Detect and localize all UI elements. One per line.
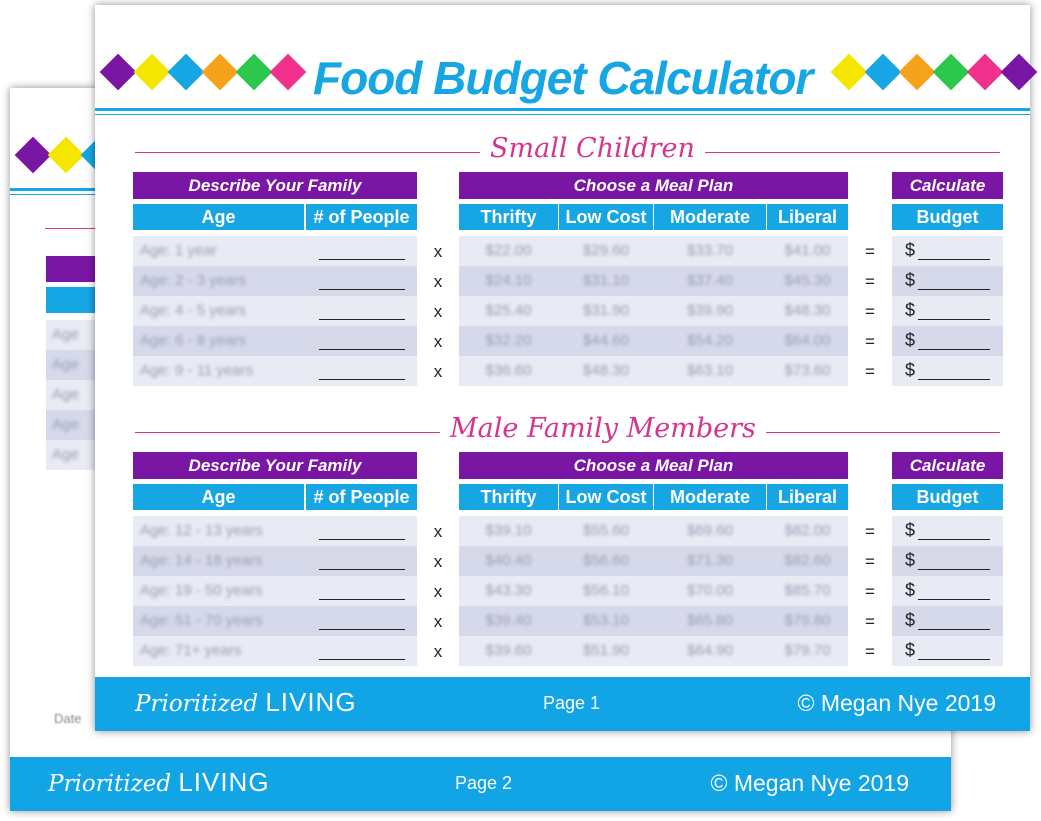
people-column-header: # of People [306, 204, 417, 230]
diamond-icon [168, 54, 205, 91]
copyright: © Megan Nye 2019 [797, 690, 996, 716]
plan-price: $32.20 [485, 332, 532, 349]
age-label: Age: 9 - 11 years [140, 362, 254, 379]
dollar-sign: $ [905, 520, 916, 540]
plan-price: $39.40 [485, 612, 532, 629]
plan-column-header: Low Cost [559, 204, 653, 230]
equals-sign: = [865, 362, 875, 381]
plan-column-header: Liberal [767, 484, 848, 510]
brand-caps: LIVING [265, 687, 357, 717]
dollar-sign: $ [905, 550, 916, 570]
equals-sign: = [865, 242, 875, 261]
plan-price: $54.20 [687, 332, 733, 349]
diamond-icon [1001, 54, 1038, 91]
age-label: Age [52, 446, 79, 463]
plan-price: $31.90 [583, 302, 629, 319]
plan-price: $85.70 [784, 582, 831, 599]
plan-price: $63.10 [687, 362, 733, 379]
budget-input-line[interactable] [918, 539, 990, 540]
age-label: Age: 71+ years [140, 642, 242, 659]
dollar-sign: $ [905, 240, 916, 260]
brand-logo [48, 767, 270, 798]
plan-price: $73.60 [784, 362, 831, 379]
age-column-header: Age [133, 484, 304, 510]
plan-price: $44.60 [583, 332, 629, 349]
people-column-header: # of People [306, 484, 417, 510]
plan-price: $40.40 [485, 552, 532, 569]
diamond-icon [236, 54, 273, 91]
times-sign: x [433, 362, 443, 381]
equals-sign: = [865, 642, 875, 661]
plan-price: $45.30 [784, 272, 831, 289]
plan-price: $64.90 [687, 642, 733, 659]
meal-plan-header: Choose a Meal Plan [459, 172, 848, 199]
plan-price: $36.60 [485, 362, 532, 379]
plan-price: $56.10 [583, 582, 629, 599]
brand-caps: LIVING [178, 767, 270, 797]
plan-price: $51.90 [583, 642, 629, 659]
age-label: Age [52, 326, 79, 343]
plan-column-header: Low Cost [559, 484, 653, 510]
plan-price: $33.70 [687, 242, 733, 259]
diamond-icon [831, 54, 868, 91]
diamond-icon [48, 137, 85, 174]
age-label: Age [52, 416, 79, 433]
page-2-footer [10, 757, 951, 811]
equals-sign: = [865, 552, 875, 571]
dollar-sign: $ [905, 580, 916, 600]
plan-price: $43.30 [485, 582, 532, 599]
calculate-header: Calculate [892, 452, 1003, 479]
plan-price: $55.60 [583, 522, 629, 539]
diamond-icon [100, 54, 137, 91]
page-title: Food Budget Calculator [313, 52, 813, 104]
age-column-header: Age [133, 204, 304, 230]
header-rule-thin [95, 114, 1030, 115]
brand-logo [135, 687, 357, 718]
plan-price: $37.40 [687, 272, 733, 289]
budget-input-line[interactable] [918, 319, 990, 320]
plan-price: $41.00 [784, 242, 831, 259]
plan-price: $79.80 [784, 612, 831, 629]
budget-input-line[interactable] [918, 569, 990, 570]
dollar-sign: $ [905, 640, 916, 660]
plan-price: $82.00 [784, 522, 831, 539]
people-input-line[interactable] [319, 289, 405, 290]
dollar-sign: $ [905, 610, 916, 630]
times-sign: x [433, 582, 443, 601]
equals-sign: = [865, 612, 875, 631]
diamond-icon [865, 54, 902, 91]
plan-price: $71.30 [687, 552, 733, 569]
plan-price: $70.00 [687, 582, 733, 599]
diamond-icon [899, 54, 936, 91]
age-label: Age [52, 386, 79, 403]
equals-sign: = [865, 582, 875, 601]
plan-price: $69.60 [687, 522, 733, 539]
describe-header: Describe Your Family [133, 172, 417, 199]
plan-price: $56.60 [583, 552, 629, 569]
people-input-line[interactable] [319, 349, 405, 350]
plan-column-header: Thrifty [459, 484, 558, 510]
diamond-icon [134, 54, 171, 91]
plan-price: $29.60 [583, 242, 629, 259]
people-input-line[interactable] [319, 629, 405, 630]
people-input-line[interactable] [319, 259, 405, 260]
people-input-line[interactable] [319, 659, 405, 660]
times-sign: x [433, 552, 443, 571]
age-label: Age: 14 - 18 years [140, 552, 263, 569]
plan-price: $65.80 [687, 612, 733, 629]
plan-price: $39.90 [687, 302, 733, 319]
equals-sign: = [865, 522, 875, 541]
meal-plan-header: Choose a Meal Plan [459, 452, 848, 479]
plan-price: $31.10 [583, 272, 629, 289]
people-input-line[interactable] [319, 319, 405, 320]
page-number: Page 2 [455, 773, 513, 793]
plan-price: $48.30 [784, 302, 831, 319]
brand-script: Prioritized [48, 771, 172, 797]
equals-sign: = [865, 272, 875, 291]
people-input-line[interactable] [319, 599, 405, 600]
plan-price: $82.60 [784, 552, 831, 569]
plan-price: $39.10 [485, 522, 532, 539]
budget-input-line[interactable] [918, 599, 990, 600]
people-input-line[interactable] [319, 569, 405, 570]
plan-price: $79.70 [784, 642, 831, 659]
diamond-icon [933, 54, 970, 91]
plan-price: $25.40 [485, 302, 532, 319]
diamond-icon [270, 54, 307, 91]
describe-header: Describe Your Family [133, 452, 417, 479]
budget-column-header: Budget [892, 484, 1003, 510]
diamond-icon [967, 54, 1004, 91]
plan-price: $22.00 [485, 242, 532, 259]
plan-price: $64.00 [784, 332, 831, 349]
times-sign: x [433, 302, 443, 321]
diamond-icon [15, 137, 52, 174]
age-label: Age: 1 year [140, 242, 217, 259]
brand-script: Prioritized [135, 691, 259, 717]
dollar-sign: $ [905, 330, 916, 350]
diamond-icon [202, 54, 239, 91]
plan-price: $53.10 [583, 612, 629, 629]
plan-price: $39.60 [485, 642, 532, 659]
age-label: Age [52, 356, 79, 373]
copyright: © Megan Nye 2019 [710, 770, 909, 796]
people-input-line[interactable] [319, 539, 405, 540]
dollar-sign: $ [905, 300, 916, 320]
plan-price: $24.10 [485, 272, 532, 289]
times-sign: x [433, 242, 443, 261]
budget-input-line[interactable] [918, 659, 990, 660]
age-label: Age: 51 - 70 years [140, 612, 263, 629]
dollar-sign: $ [905, 360, 916, 380]
age-label: Age: 12 - 13 years [140, 522, 263, 539]
times-sign: x [433, 272, 443, 291]
plan-column-header: Moderate [654, 204, 766, 230]
budget-input-line[interactable] [918, 629, 990, 630]
times-sign: x [433, 612, 443, 631]
times-sign: x [433, 522, 443, 541]
page-1-footer [95, 677, 1030, 731]
budget-input-line[interactable] [918, 349, 990, 350]
plan-column-header: Liberal [767, 204, 848, 230]
plan-price: $48.30 [583, 362, 629, 379]
dollar-sign: $ [905, 270, 916, 290]
budget-column-header: Budget [892, 204, 1003, 230]
times-sign: x [433, 332, 443, 351]
calculate-header: Calculate [892, 172, 1003, 199]
section-title: Small Children [480, 133, 705, 164]
budget-input-line[interactable] [918, 259, 990, 260]
page-1-sheet [95, 5, 1030, 731]
plan-column-header: Thrifty [459, 204, 558, 230]
plan-column-header: Moderate [654, 484, 766, 510]
age-label: Age: 6 - 8 years [140, 332, 246, 349]
budget-input-line[interactable] [918, 379, 990, 380]
age-label: Age: 2 - 3 years [140, 272, 246, 289]
section-title: Male Family Members [440, 413, 766, 444]
age-label: Age: 4 - 5 years [140, 302, 246, 319]
header-rule [95, 108, 1030, 111]
equals-sign: = [865, 332, 875, 351]
date-label: Date [54, 711, 82, 726]
people-input-line[interactable] [319, 379, 405, 380]
age-label: Age: 19 - 50 years [140, 582, 263, 599]
equals-sign: = [865, 302, 875, 321]
budget-input-line[interactable] [918, 289, 990, 290]
page-number: Page 1 [543, 693, 601, 713]
times-sign: x [433, 642, 443, 661]
